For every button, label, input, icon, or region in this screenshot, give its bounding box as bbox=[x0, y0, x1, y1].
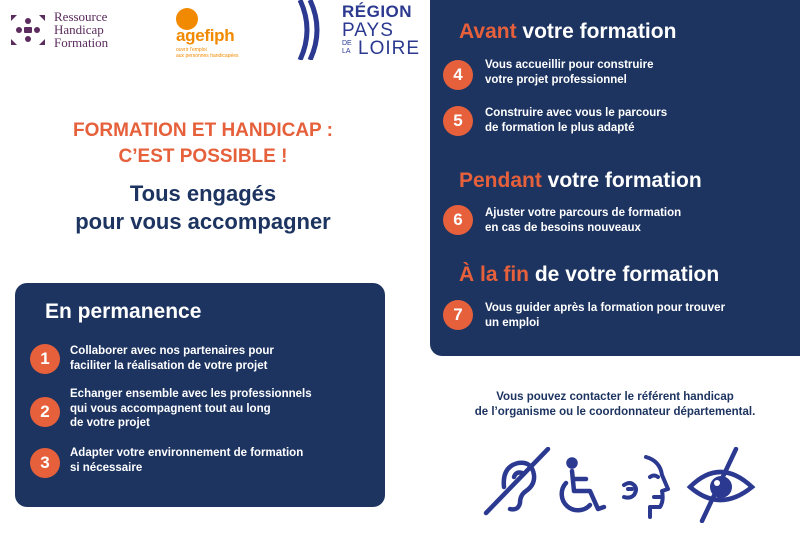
item-text-line: un emploi bbox=[485, 316, 540, 329]
item-text-line: qui vous accompagnent tout au long bbox=[70, 402, 271, 415]
headline-line1: FORMATION ET HANDICAP : bbox=[72, 120, 333, 141]
item-text-line: Construire avec vous le parcours bbox=[485, 107, 668, 119]
permanence-title: En permanence bbox=[45, 300, 202, 323]
agefiph-name: agefiph bbox=[176, 26, 235, 45]
item-text-line: faciliter la réalisation de votre projet bbox=[70, 359, 268, 372]
hearing-impairment-icon bbox=[480, 447, 552, 522]
pendant-title-rest: votre formation bbox=[541, 169, 702, 192]
pendant-title-highlight: Pendant bbox=[459, 169, 542, 192]
rhf-line2: Handicap bbox=[54, 22, 104, 37]
rhf-line1: Ressource bbox=[54, 9, 108, 24]
rhf-line3: Formation bbox=[54, 35, 109, 50]
avant-title-highlight: Avant bbox=[459, 20, 517, 43]
ressource-handicap-formation-logo bbox=[8, 8, 128, 52]
headline-line2: C’EST POSSIBLE ! bbox=[118, 146, 288, 167]
contact-note bbox=[430, 390, 800, 420]
step-number-badge: 3 bbox=[30, 448, 60, 478]
item-text-line: en cas de besoins nouveaux bbox=[485, 221, 641, 234]
item-text-line: votre projet professionnel bbox=[485, 73, 627, 86]
disability-icons bbox=[480, 447, 780, 527]
item-text-line: si nécessaire bbox=[70, 461, 143, 474]
avant-title bbox=[459, 20, 676, 44]
item-text-line: de votre projet bbox=[70, 417, 150, 429]
agefiph-tagline2: aux personnes handicapées bbox=[176, 53, 239, 59]
fin-title-rest: de votre formation bbox=[529, 263, 720, 286]
item-text-line: Collaborer avec nos partenaires pour bbox=[70, 345, 274, 357]
headline bbox=[18, 118, 388, 236]
visual-impairment-icon bbox=[686, 447, 756, 528]
permanence-panel bbox=[15, 283, 385, 507]
step-number-badge: 4 bbox=[443, 60, 473, 90]
avant-title-rest: votre formation bbox=[516, 20, 677, 43]
region-line2: PAYS bbox=[342, 20, 394, 41]
subheadline-line2: pour vous accompagner bbox=[75, 209, 331, 234]
item-text-line: Vous accueillir pour construire bbox=[485, 59, 654, 71]
contact-line1: Vous pouvez contacter le référent handicap bbox=[496, 391, 734, 403]
contact-line2: de l’organisme ou le coordonnateur départemental. bbox=[474, 406, 756, 418]
step-number-badge: 2 bbox=[30, 397, 60, 427]
step-number-badge: 7 bbox=[443, 300, 473, 330]
wheelchair-icon bbox=[554, 457, 610, 524]
region-line1: RÉGION bbox=[342, 2, 413, 21]
step-number-badge: 5 bbox=[443, 106, 473, 136]
subheadline-line1: Tous engagés bbox=[129, 181, 277, 206]
region-bars-icon bbox=[296, 0, 336, 60]
timeline-panel bbox=[430, 0, 800, 356]
fin-title bbox=[459, 263, 719, 287]
item-text-line: Adapter votre environnement de formation bbox=[70, 447, 304, 459]
agefiph-tagline1: ouvrir l'emploi bbox=[176, 47, 207, 53]
cognitive-disability-icon bbox=[620, 455, 678, 524]
item-text-line: Vous guider après la formation pour trouver bbox=[485, 302, 726, 314]
item-text-line: Echanger ensemble avec les professionnels bbox=[70, 388, 312, 400]
step-number-badge: 6 bbox=[443, 205, 473, 235]
item-text-line: Ajuster votre parcours de formation bbox=[485, 207, 682, 219]
agefiph-logo bbox=[176, 6, 266, 58]
region-line3a: DE bbox=[342, 40, 352, 47]
pendant-title bbox=[459, 169, 702, 193]
step-number-badge: 1 bbox=[30, 344, 60, 374]
item-text-line: de formation le plus adapté bbox=[485, 121, 635, 134]
rhf-logo-icon bbox=[8, 12, 48, 48]
region-line4: LOIRE bbox=[358, 38, 421, 59]
region-line3b: LA bbox=[342, 48, 351, 55]
region-pays-de-la-loire-logo bbox=[296, 0, 426, 62]
fin-title-highlight: À la fin bbox=[459, 263, 530, 286]
